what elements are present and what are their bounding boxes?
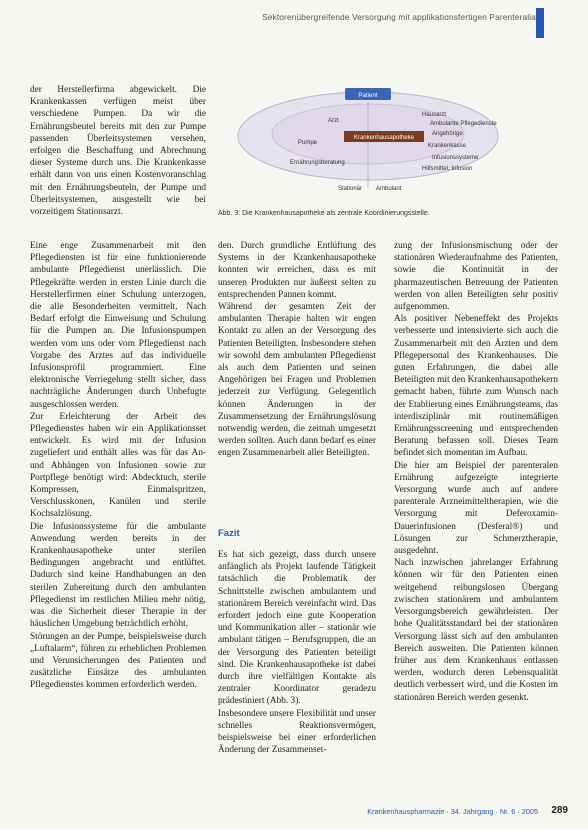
label-ernaehrung: Ernährungsberatung bbox=[290, 160, 345, 166]
label-pflegedienste: Ambulante Pflegedienste bbox=[430, 121, 497, 127]
label-ambulant: Ambulant bbox=[376, 186, 402, 192]
label-center: Krankenhausapotheke bbox=[353, 135, 415, 141]
column-1 bbox=[30, 240, 206, 692]
page-number: 289 bbox=[551, 805, 568, 816]
paragraph: Die hier am Beispiel der parenteralen Ernährung aufgezeigte integrierte Versorgung wurde auch auf andere parenterale Arzneimitteltherapien, wie die Versorgung mit Deferoxamin-Dauerinfusionen (Desferal®) und Lösungen zur Schmerztherapie, ausgedehnt. bbox=[394, 460, 558, 557]
figure-3 bbox=[218, 86, 558, 212]
figure-caption: Abb. 3: Die Krankenhausapotheke als zentrale Koordinierungsstelle. bbox=[218, 210, 430, 217]
column-1-top bbox=[30, 84, 206, 218]
label-krankenkasse: Krankenkasse bbox=[428, 143, 467, 149]
section-marker bbox=[536, 8, 544, 38]
running-title: Sektorenübergreifende Versorgung mit applikationsfertigen Parenteralia bbox=[262, 13, 536, 22]
column-3 bbox=[394, 240, 558, 704]
paragraph: der Herstellerfirma abgewickelt. Die Krankenkassen verfügen meist über verschiedene Pumpen. Da wir die Ernährungsbeutel bereits mit den zur Pumpe passenden Überleitsystemen versehen, erfolgen die Beschaffung und Abrechnung dieser Systeme durch uns. Die Krankenkasse erhält dann von uns einen Kostenvoranschlag mit den Ernährungsbeuteln, der Pumpe und Überleitsystemen, ausgestellt wie bei vorzeitigem Stationsarzt. bbox=[30, 85, 206, 218]
paragraph: Es hat sich gezeigt, dass durch unsere anfänglich als Projekt laufende Tätigkeit tatsächlich die Problematik der Schnittstelle zwischen ambulantem und stationärem Bereich vereinfacht wird. Das erfordert jedoch eine gute Kooperation und Kommunikation aller – stationär wie ambulant tätigen – Berufsgruppen, die an der Versorgung des Patienten beteiligt sind. Die Krankenhausapotheke ist dabei durch ihre vielfältigen Kontakte als zentraler Koordinator geradezu prädestiniert (Abb. 3). bbox=[218, 550, 376, 707]
page-footer bbox=[0, 805, 588, 821]
label-angehoerige: Angehörige bbox=[432, 131, 463, 137]
label-stationaer: Stationär bbox=[338, 186, 363, 192]
label-hilfsmittel: Hilfsmittel, Infusion bbox=[422, 166, 473, 172]
paragraph: zung der Infusionsmischung oder der stationären Wiederaufnahme des Patienten, sowie die Kontinuität in der pharmazeutischen Betreuung der Patienten werden von allen Beteiligten sehr positiv aufgenommen. bbox=[394, 241, 558, 313]
label-hausarzt: Hausarzt bbox=[422, 112, 447, 118]
label-arzt: Arzt bbox=[328, 118, 339, 124]
coordination-diagram bbox=[218, 86, 558, 212]
paragraph: Die Infusionssysteme für die ambulante Anwendung werden bereits in der Krankenhausapotheke unter sterilen Bedingungen angebracht und entlüftet. Dadurch sind keine Handhabungen an den sterilen Zubereitung durch den ambulanten Pflegedienst im restlichen Milieu mehr nötig, was die Sicherheit dieser Therapie in der häuslichen Umgebung beträchtlich erhöht. bbox=[30, 521, 206, 630]
label-patient: Patient bbox=[358, 92, 378, 99]
paragraph: Eine enge Zusammenarbeit mit den Pflegediensten ist für eine funktionierende ambulante Pflegedienst unerlässlich. Die Pflegekräfte werden in ersten Linie durch die Herstellerfirmen einer Schulung unterzogen, die alle Besonderheiten vermittelt. Nach Bedarf erfolgt die Einweisung und Schulung für die Pumpen an. Die Infusionspumpen werden vom uns oder vom Pflegedienst nach Vorgabe des Arztes auf das individuelle Infusionsprofil programmiert. Eine elektronische Verriegelung stellt sicher, dass nachträgliche Änderungen durch Unbefugte ausgeschlossen werden. bbox=[30, 241, 206, 410]
paragraph: Während der gesamten Zeit der ambulanten Therapie halten wir engen Kontakt zu allen an der Versorgung des Patienten Beteiligten. Insbesondere stehen wir sowohl dem ambulanten Pflegedienst als auch dem Patienten und seinen Angehörigen bei Fragen und Problemen jederzeit zur Verfügung. Gelegentlich können Änderungen in der Zusammensetzung der Ernährungslösung notwendig werden, die zeitnah umgesetzt werden sollten. Auch dann bedarf es einer engen Zusammenarbeit aller Beteiligten. bbox=[218, 302, 376, 459]
journal-info: Krankenhauspharmazie · 34. Jahrgang · Nr. 6 · 2005 bbox=[367, 807, 538, 816]
paragraph: den. Durch grundliche Entlüftung des Systems in der Krankenhausapotheke konnten wir erreichen, dass es mit unseren Produkten nur äußerst selten zu entsprechenden Pannen kommt. bbox=[218, 241, 376, 300]
column-2-fazit bbox=[218, 549, 376, 756]
label-infusionssysteme: Infusionssysteme bbox=[432, 155, 479, 161]
section-heading-fazit: Fazit bbox=[218, 528, 240, 539]
paragraph: Insbesondere unsere Flexibilität und unser schnelles Reaktionsvermögen, beispielsweise bei einer erforderlichen Änderung der Zusammenset- bbox=[218, 708, 376, 756]
paragraph: Als positiver Nebeneffekt des Projekts verbesserte und intensivierte sich auch die Zusammenarbeit mit den Ärzten und dem Pflegepersonal des Krankenhauses. Die guten Erfahrungen, die dabei alle Beteiligten mit den Krankenhausapothekern gemacht haben, führte zum Wunsch nach der Etablierung eines Ernährungsteams, das interdisziplinär mit routinemäßigen Ernährungsscreening und entsprechenden Beratung befassen soll. Dieses Team befindet sich momentan im Aufbau. bbox=[394, 314, 558, 459]
column-2 bbox=[218, 240, 376, 460]
label-pumpe: Pumpe bbox=[298, 140, 318, 146]
page-header bbox=[0, 8, 588, 30]
paragraph: Störungen an der Pumpe, beispielsweise durch „Luftalarm“, führen zu erheblichen Problemen und Verunsicherungen des Patienten und zusätzliche Einsätze des ambulanten Pflegedienstes kommen erforderlich werden. bbox=[30, 631, 206, 691]
paragraph: Zur Erleichterung der Arbeit des Pflegedienstes haben wir ein Applikationsset entwickelt. Es wird mit der Infusion zugeliefert und enthält alles was für das An- und Abhängen von Infusionen sowie zur Portpflege benötigt wird: Abdecktuch, sterile Kompressen, Einmalspritzen, Verschlusskonen, Kanülen und sterile Kochsalzlösung. bbox=[30, 411, 206, 520]
paragraph: Nach inzwischen jahrelanger Erfahrung können wir für den Patienten einen weitgehend reibungslosen Übergang zwischen stationärem und ambulantem Versorgungsbereich gewährleisten. Der hohe Qualitätsstandard bei der stationären Versorgung lässt sich auf den ambulanten Bereich ausweiten. Die Patienten können früher aus dem Krankenhaus entlassen werden, wodurch deren Lebensqualität deutlich verbessert wird, und die Kosten im stationären Bereich werden gesenkt. bbox=[394, 558, 558, 703]
